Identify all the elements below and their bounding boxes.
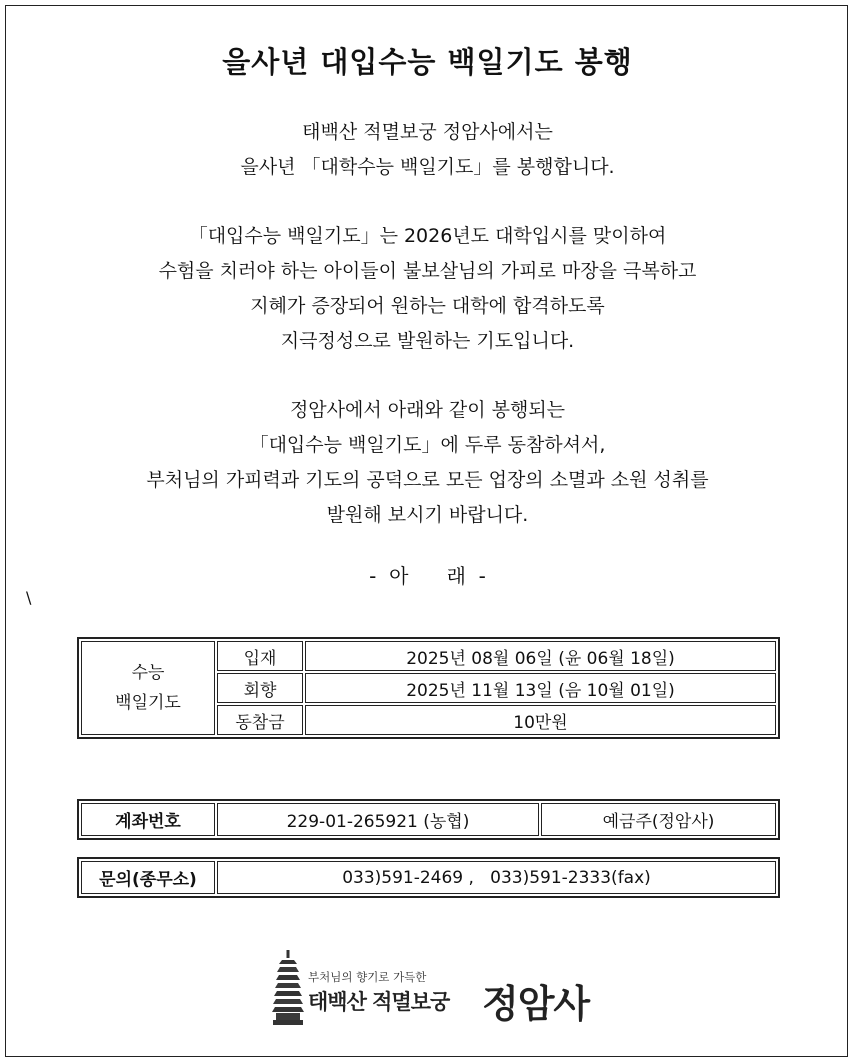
account-holder: 예금주(정암사) bbox=[541, 803, 776, 836]
contact-table bbox=[77, 857, 780, 898]
prayer-header-line1: 수능 bbox=[131, 663, 165, 683]
end-label: 회향 bbox=[217, 673, 303, 703]
text-line: 발원해 보시기 바랍니다. bbox=[326, 504, 529, 526]
text-line: 부처님의 가피력과 기도의 공덕으로 모든 업장의 소멸과 소원 성취를 bbox=[146, 469, 709, 491]
text-line: 지극정성으로 발원하는 기도입니다. bbox=[280, 330, 575, 352]
temple-logo bbox=[270, 948, 610, 1028]
fee-value: 10만원 bbox=[305, 705, 776, 735]
text-line: 을사년 「대학수능 백일기도」를 봉행합니다. bbox=[240, 156, 615, 178]
logo-slogan: 부처님의 향기로 가득한 bbox=[308, 970, 427, 984]
contact-phone: 033)591-2469 , 033)591-2333(fax) bbox=[217, 861, 776, 894]
prayer-header-cell bbox=[81, 641, 215, 735]
purpose-paragraph bbox=[0, 219, 855, 359]
invitation-paragraph bbox=[0, 393, 855, 533]
start-label: 입재 bbox=[217, 641, 303, 671]
page-title: 을사년 대입수능 백일기도 봉행 bbox=[222, 45, 633, 79]
text-line: 태백산 적멸보궁 정암사에서는 bbox=[302, 121, 553, 143]
prayer-schedule-table bbox=[77, 637, 780, 739]
table-row bbox=[81, 803, 776, 836]
end-date: 2025년 11월 13일 (음 10월 01일) bbox=[305, 673, 776, 703]
pagoda-icon bbox=[270, 950, 306, 1026]
start-date: 2025년 08월 06일 (윤 06월 18일) bbox=[305, 641, 776, 671]
prayer-header-line2: 백일기도 bbox=[115, 693, 181, 713]
fee-label: 동참금 bbox=[217, 705, 303, 735]
text-line: 「대입수능 백일기도」는 2026년도 대학입시를 맞이하여 bbox=[188, 225, 667, 247]
account-number: 229-01-265921 (농협) bbox=[217, 803, 539, 836]
account-table bbox=[77, 799, 780, 840]
intro-paragraph bbox=[0, 115, 855, 185]
account-label: 계좌번호 bbox=[81, 803, 215, 836]
stray-mark: \ bbox=[26, 588, 32, 607]
text-line: 수험을 치러야 하는 아이들이 불보살님의 가피로 마장을 극복하고 bbox=[158, 260, 697, 282]
table-row bbox=[81, 861, 776, 894]
logo-temple-name: 정암사 bbox=[482, 982, 590, 1026]
text-line: 지혜가 증장되어 원하는 대학에 합격하도록 bbox=[250, 295, 605, 317]
contact-label: 문의(종무소) bbox=[81, 861, 215, 894]
text-line: 정암사에서 아래와 같이 봉행되는 bbox=[289, 399, 566, 421]
text-line: 「대입수능 백일기도」에 두루 동참하셔서, bbox=[249, 434, 606, 456]
table-row bbox=[81, 641, 776, 671]
logo-place: 태백산 적멸보궁 bbox=[308, 990, 450, 1014]
notice-heading: - 아 래 - bbox=[369, 564, 486, 588]
